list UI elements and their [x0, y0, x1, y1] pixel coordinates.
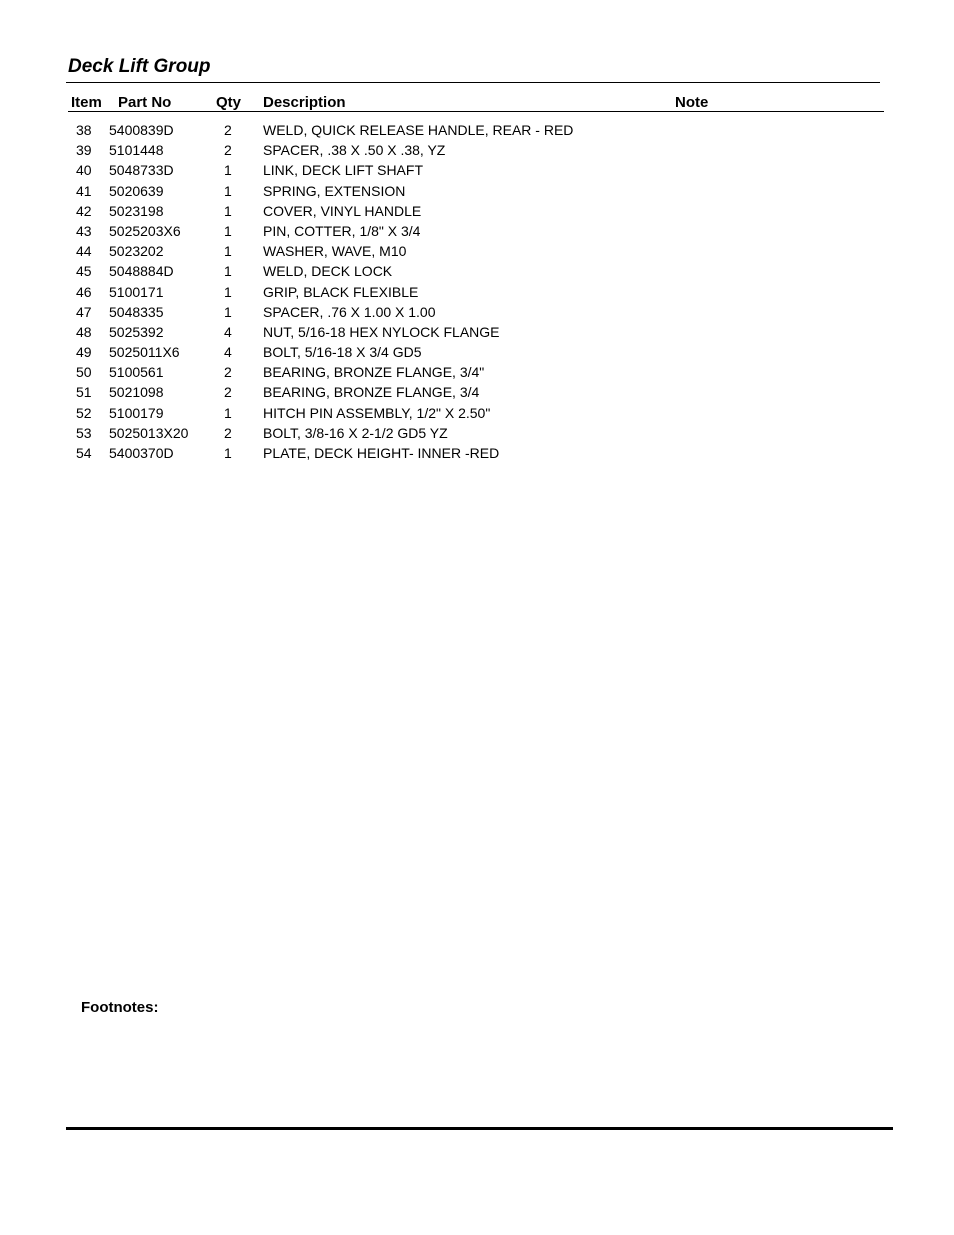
cell-item: 45: [76, 263, 92, 280]
table-row: [0, 161, 954, 181]
table-row: [0, 182, 954, 202]
cell-description: BEARING, BRONZE FLANGE, 3/4": [263, 364, 485, 381]
table-row: [0, 444, 954, 464]
cell-item: 46: [76, 283, 92, 300]
cell-part-no: 5025392: [109, 323, 164, 340]
column-header-description: Description: [263, 94, 346, 111]
cell-qty: 1: [224, 263, 232, 280]
cell-part-no: 5023202: [109, 243, 164, 260]
cell-item: 40: [76, 162, 92, 179]
header-divider: [68, 111, 884, 112]
table-row: [0, 383, 954, 403]
cell-qty: 4: [224, 344, 232, 361]
cell-part-no: 5100561: [109, 364, 164, 381]
cell-part-no: 5025011X6: [109, 344, 180, 361]
table-row: [0, 202, 954, 222]
cell-item: 38: [76, 122, 92, 138]
cell-qty: 2: [224, 424, 232, 441]
table-row: [0, 262, 954, 282]
cell-qty: 1: [224, 222, 232, 239]
table-row: [0, 303, 954, 323]
cell-item: 50: [76, 364, 92, 381]
cell-qty: 2: [224, 122, 232, 138]
cell-qty: 2: [224, 384, 232, 401]
table-row: [0, 242, 954, 262]
cell-description: COVER, VINYL HANDLE: [263, 202, 422, 219]
cell-item: 54: [76, 445, 92, 461]
cell-description: WASHER, WAVE, M10: [263, 243, 407, 260]
title-divider: [66, 82, 880, 83]
cell-part-no: 5025203X6: [109, 222, 181, 239]
cell-item: 44: [76, 243, 92, 260]
cell-part-no: 5400839D: [109, 122, 174, 138]
cell-description: GRIP, BLACK FLEXIBLE: [263, 283, 419, 300]
cell-description: SPACER, .38 X .50 X .38, YZ: [263, 142, 446, 159]
cell-description: BOLT, 3/8-16 X 2-1/2 GD5 YZ: [263, 424, 448, 441]
cell-part-no: 5100171: [109, 283, 164, 300]
cell-part-no: 5021098: [109, 384, 164, 401]
cell-part-no: 5400370D: [109, 445, 174, 461]
page-title: Deck Lift Group: [68, 56, 211, 77]
column-header-item: Item: [71, 94, 102, 111]
cell-qty: 2: [224, 142, 232, 159]
table-row: [0, 121, 954, 141]
cell-item: 43: [76, 222, 92, 239]
cell-item: 42: [76, 202, 92, 219]
cell-part-no: 5025013X20: [109, 424, 189, 441]
cell-part-no: 5023198: [109, 202, 164, 219]
column-header-note: Note: [675, 94, 709, 111]
cell-part-no: 5048733D: [109, 162, 174, 179]
cell-part-no: 5101448: [109, 142, 164, 159]
cell-description: PIN, COTTER, 1/8" X 3/4: [263, 222, 421, 239]
cell-description: NUT, 5/16-18 HEX NYLOCK FLANGE: [263, 323, 500, 340]
table-row: [0, 141, 954, 161]
cell-description: SPRING, EXTENSION: [263, 182, 406, 199]
cell-qty: 1: [224, 202, 232, 219]
cell-qty: 1: [224, 182, 232, 199]
cell-part-no: 5048335: [109, 303, 164, 320]
cell-item: 51: [76, 384, 92, 401]
column-header-qty: Qty: [216, 94, 242, 111]
cell-qty: 1: [224, 445, 232, 461]
cell-description: BEARING, BRONZE FLANGE, 3/4: [263, 384, 480, 401]
cell-qty: 1: [224, 243, 232, 260]
table-row: [0, 283, 954, 303]
cell-qty: 1: [224, 303, 232, 320]
table-row: [0, 363, 954, 383]
cell-qty: 1: [224, 283, 232, 300]
cell-qty: 1: [224, 162, 232, 179]
cell-item: 47: [76, 303, 92, 320]
cell-description: WELD, DECK LOCK: [263, 263, 393, 280]
table-header: [0, 94, 954, 112]
table-row: [0, 404, 954, 424]
cell-description: HITCH PIN ASSEMBLY, 1/2" X 2.50": [263, 404, 491, 421]
table-row: [0, 323, 954, 343]
cell-item: 48: [76, 323, 92, 340]
footnotes-label: Footnotes:: [81, 999, 159, 1016]
cell-part-no: 5020639: [109, 182, 164, 199]
cell-description: LINK, DECK LIFT SHAFT: [263, 162, 423, 179]
cell-item: 39: [76, 142, 92, 159]
table-row: [0, 424, 954, 444]
cell-part-no: 5048884D: [109, 263, 174, 280]
cell-description: SPACER, .76 X 1.00 X 1.00: [263, 303, 436, 320]
cell-item: 53: [76, 424, 92, 441]
cell-qty: 1: [224, 404, 232, 421]
cell-description: BOLT, 5/16-18 X 3/4 GD5: [263, 344, 422, 361]
cell-item: 52: [76, 404, 92, 421]
cell-qty: 2: [224, 364, 232, 381]
cell-item: 41: [76, 182, 92, 199]
table-row: [0, 343, 954, 363]
cell-description: WELD, QUICK RELEASE HANDLE, REAR - RED: [263, 122, 574, 138]
table-row: [0, 222, 954, 242]
column-header-part-no: Part No: [118, 94, 172, 111]
parts-table-body: [0, 121, 954, 464]
footer-divider: [66, 1127, 893, 1130]
cell-description: PLATE, DECK HEIGHT- INNER -RED: [263, 445, 500, 461]
cell-part-no: 5100179: [109, 404, 164, 421]
cell-item: 49: [76, 344, 92, 361]
cell-qty: 4: [224, 323, 232, 340]
